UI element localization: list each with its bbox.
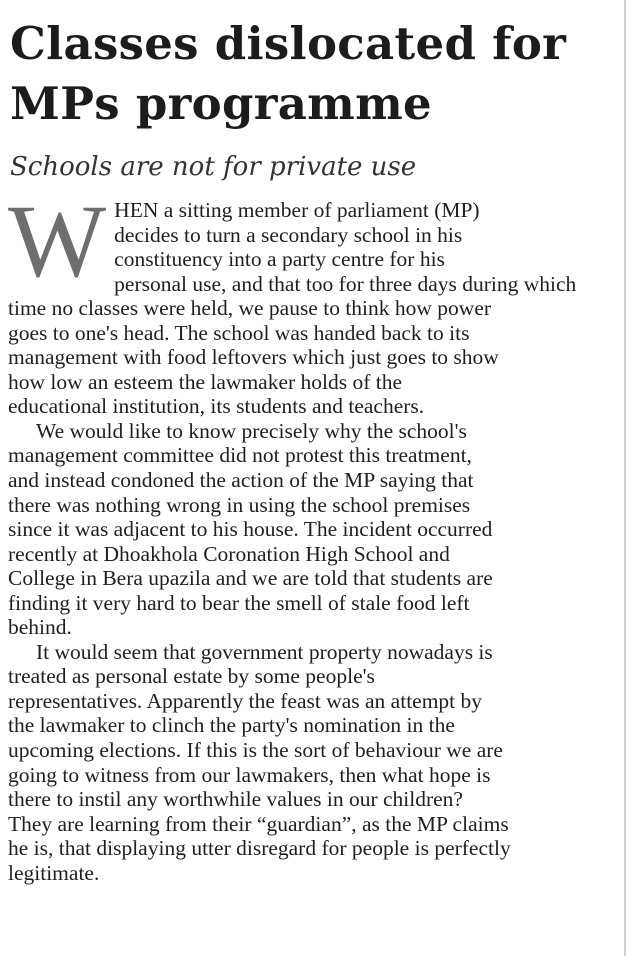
paragraph-1 [8, 184, 612, 419]
paragraph-2 [8, 419, 612, 640]
text-line: management with food leftovers which just goes to show [8, 345, 499, 370]
headline [10, 14, 610, 134]
subheadline: Schools are not for private use [10, 152, 417, 182]
text-line: going to witness from our lawmakers, then what hope is [8, 762, 491, 787]
text-line: since it was adjacent to his house. The incident occurred [8, 517, 493, 542]
text-line: representatives. Apparently the feast was an attempt by [8, 688, 483, 713]
text-line: constituency into a party centre for his [114, 247, 445, 272]
text-line: there to instil any worthwhile values in our children? [8, 787, 463, 812]
text-line: upcoming elections. If this is the sort of behaviour we are [8, 738, 503, 763]
headline-line-1: Classes dislocated for [10, 17, 567, 70]
text-line: HEN a sitting member of parliament (MP) [114, 198, 480, 222]
text-line: time no classes were held, we pause to think how power [8, 296, 492, 321]
paragraph-3 [8, 640, 612, 885]
text-line: behind. [8, 615, 72, 640]
text-line: there was nothing wrong in using the school premises [8, 492, 471, 517]
text-line: recently at Dhoakhola Coronation High School and [8, 541, 450, 566]
text-line: finding it very hard to bear the smell of stale food left [8, 590, 470, 615]
text-line: We would like to know precisely why the school's [36, 418, 467, 443]
text-line: management committee did not protest this treatment, [8, 443, 472, 468]
text-line: how low an esteem the lawmaker holds of the [8, 369, 403, 394]
text-line: decides to turn a secondary school in his [114, 222, 463, 247]
text-line: legitimate. [8, 860, 100, 885]
drop-cap: W [8, 184, 107, 299]
text-line: goes to one's head. The school was handed back to its [8, 320, 470, 345]
text-line: he is, that displaying utter disregard for people is perfectly [8, 836, 511, 861]
article-body [8, 184, 612, 885]
text-line: and instead condoned the action of the MP saying that [8, 468, 474, 493]
text-line: treated as personal estate by some people's [8, 664, 375, 689]
text-line: It would seem that government property nowadays is [36, 639, 493, 664]
text-line: the lawmaker to clinch the party's nomination in the [8, 713, 455, 738]
text-line: educational institution, its students and teachers. [8, 394, 425, 419]
text-line: College in Bera upazila and we are told that students are [8, 566, 493, 591]
text-line: personal use, and that too for three days during which [114, 271, 577, 296]
text-line: They are learning from their “guardian”, as the MP claims [8, 811, 509, 836]
headline-line-2: MPs programme [10, 77, 432, 130]
